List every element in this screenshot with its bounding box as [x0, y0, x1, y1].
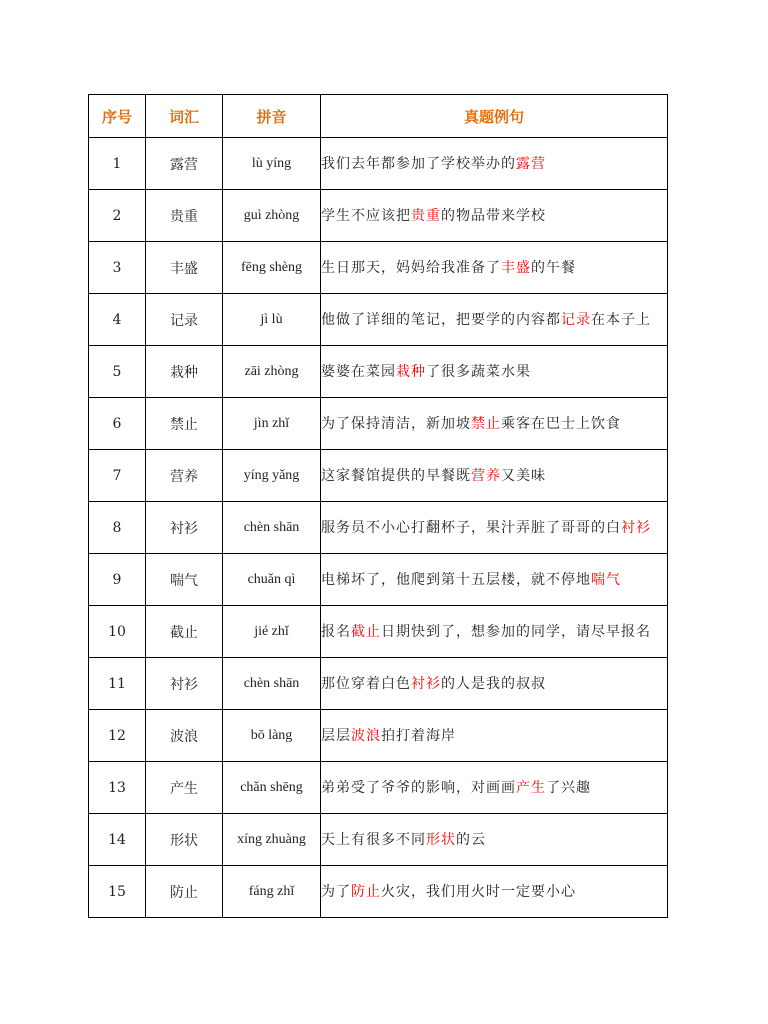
- sentence-text-after: 的物品带来学校: [441, 207, 546, 224]
- table-header-row: [89, 95, 668, 138]
- row-example-sentence: [321, 554, 668, 606]
- row-example-sentence: [321, 398, 668, 450]
- sentence-text-before: 为了保持清洁，新加坡: [321, 415, 471, 432]
- sentence-text-before: 电梯坏了，他爬到第十五层楼，就不停地: [321, 571, 591, 588]
- sentence-highlighted-word: 丰盛: [501, 259, 531, 276]
- sentence-text-after: 乘客在巴士上饮食: [501, 415, 621, 432]
- sentence-text-before: 那位穿着白色: [321, 675, 411, 692]
- row-word: 丰盛: [146, 242, 223, 294]
- row-example-sentence: [321, 762, 668, 814]
- sentence-highlighted-word: 产生: [516, 779, 546, 796]
- row-word: 衬衫: [146, 502, 223, 554]
- sentence-highlighted-word: 喘气: [591, 571, 621, 588]
- row-example-sentence: [321, 294, 668, 346]
- sentence-text-after: 的午餐: [531, 259, 576, 276]
- row-word: 波浪: [146, 710, 223, 762]
- table-row: [89, 710, 668, 762]
- row-example-sentence: [321, 138, 668, 190]
- table-row: [89, 866, 668, 918]
- sentence-text-after: 了很多蔬菜水果: [426, 363, 531, 380]
- row-pinyin: jìn zhǐ: [223, 398, 321, 450]
- row-number: 4: [89, 294, 146, 346]
- sentence-text-after: 火灾，我们用火时一定要小心: [381, 883, 576, 900]
- sentence-highlighted-word: 露营: [516, 155, 546, 172]
- sentence-highlighted-word: 防止: [351, 883, 381, 900]
- row-example-sentence: [321, 450, 668, 502]
- row-pinyin: chuǎn qì: [223, 554, 321, 606]
- sentence-highlighted-word: 禁止: [471, 415, 501, 432]
- sentence-text-after: 的云: [456, 831, 486, 848]
- row-pinyin: yíng yǎng: [223, 450, 321, 502]
- sentence-text-before: 这家餐馆提供的早餐既: [321, 467, 471, 484]
- row-number: 10: [89, 606, 146, 658]
- table-row: [89, 502, 668, 554]
- sentence-highlighted-word: 形状: [426, 831, 456, 848]
- sentence-text-after: 了兴趣: [546, 779, 591, 796]
- table-row: [89, 190, 668, 242]
- sentence-text-before: 弟弟受了爷爷的影响，对画画: [321, 779, 516, 796]
- sentence-text-before: 婆婆在菜园: [321, 363, 396, 380]
- table-row: [89, 138, 668, 190]
- row-number: 3: [89, 242, 146, 294]
- row-word: 禁止: [146, 398, 223, 450]
- sentence-highlighted-word: 贵重: [411, 207, 441, 224]
- row-pinyin: chèn shān: [223, 658, 321, 710]
- sentence-text-before: 他做了详细的笔记，把要学的内容都: [321, 311, 561, 328]
- row-word: 喘气: [146, 554, 223, 606]
- row-number: 8: [89, 502, 146, 554]
- sentence-highlighted-word: 衬衫: [621, 519, 651, 536]
- row-word: 栽种: [146, 346, 223, 398]
- row-number: 2: [89, 190, 146, 242]
- sentence-text-after: 日期快到了，想参加的同学，请尽早报名: [381, 623, 651, 640]
- sentence-highlighted-word: 截止: [351, 623, 381, 640]
- row-number: 15: [89, 866, 146, 918]
- table-row: [89, 346, 668, 398]
- table-row: [89, 814, 668, 866]
- row-number: 6: [89, 398, 146, 450]
- row-pinyin: jié zhǐ: [223, 606, 321, 658]
- row-word: 贵重: [146, 190, 223, 242]
- row-number: 12: [89, 710, 146, 762]
- row-pinyin: guì zhòng: [223, 190, 321, 242]
- row-word: 截止: [146, 606, 223, 658]
- row-pinyin: jì lù: [223, 294, 321, 346]
- sentence-highlighted-word: 栽种: [396, 363, 426, 380]
- row-example-sentence: [321, 866, 668, 918]
- sentence-text-before: 天上有很多不同: [321, 831, 426, 848]
- row-number: 1: [89, 138, 146, 190]
- row-pinyin: chèn shān: [223, 502, 321, 554]
- row-word: 产生: [146, 762, 223, 814]
- row-word: 防止: [146, 866, 223, 918]
- sentence-highlighted-word: 记录: [561, 311, 591, 328]
- table-row: [89, 606, 668, 658]
- row-word: 记录: [146, 294, 223, 346]
- header-word: 词汇: [146, 95, 223, 138]
- row-pinyin: chǎn shēng: [223, 762, 321, 814]
- sentence-text-after: 又美味: [501, 467, 546, 484]
- row-example-sentence: [321, 658, 668, 710]
- row-word: 营养: [146, 450, 223, 502]
- sentence-text-before: 服务员不小心打翻杯子，果汁弄脏了哥哥的白: [321, 519, 621, 536]
- row-number: 9: [89, 554, 146, 606]
- sentence-text-before: 生日那天，妈妈给我准备了: [321, 259, 501, 276]
- sentence-highlighted-word: 营养: [471, 467, 501, 484]
- vocabulary-table: [88, 94, 668, 918]
- sentence-text-after: 拍打着海岸: [381, 727, 456, 744]
- sentence-text-before: 报名: [321, 623, 351, 640]
- row-example-sentence: [321, 190, 668, 242]
- header-pinyin: 拼音: [223, 95, 321, 138]
- header-no: 序号: [89, 95, 146, 138]
- row-example-sentence: [321, 502, 668, 554]
- table-row: [89, 762, 668, 814]
- sentence-text-before: 我们去年都参加了学校举办的: [321, 155, 516, 172]
- sentence-text-after: 的人是我的叔叔: [441, 675, 546, 692]
- table-row: [89, 450, 668, 502]
- row-example-sentence: [321, 242, 668, 294]
- row-number: 5: [89, 346, 146, 398]
- row-example-sentence: [321, 346, 668, 398]
- row-number: 14: [89, 814, 146, 866]
- row-example-sentence: [321, 710, 668, 762]
- row-example-sentence: [321, 814, 668, 866]
- sentence-text-before: 学生不应该把: [321, 207, 411, 224]
- header-example: 真题例句: [321, 95, 668, 138]
- table-row: [89, 398, 668, 450]
- sentence-text-before: 为了: [321, 883, 351, 900]
- row-word: 形状: [146, 814, 223, 866]
- row-number: 13: [89, 762, 146, 814]
- row-pinyin: bō làng: [223, 710, 321, 762]
- row-pinyin: fáng zhǐ: [223, 866, 321, 918]
- sentence-text-before: 层层: [321, 727, 351, 744]
- row-number: 11: [89, 658, 146, 710]
- sentence-highlighted-word: 波浪: [351, 727, 381, 744]
- row-pinyin: zāi zhòng: [223, 346, 321, 398]
- row-pinyin: xíng zhuàng: [223, 814, 321, 866]
- row-word: 露营: [146, 138, 223, 190]
- table-row: [89, 658, 668, 710]
- sentence-text-after: 在本子上: [591, 311, 651, 328]
- row-pinyin: fēng shèng: [223, 242, 321, 294]
- row-example-sentence: [321, 606, 668, 658]
- table-row: [89, 554, 668, 606]
- row-word: 衬衫: [146, 658, 223, 710]
- row-pinyin: lù yíng: [223, 138, 321, 190]
- table-row: [89, 242, 668, 294]
- row-number: 7: [89, 450, 146, 502]
- sentence-highlighted-word: 衬衫: [411, 675, 441, 692]
- table-row: [89, 294, 668, 346]
